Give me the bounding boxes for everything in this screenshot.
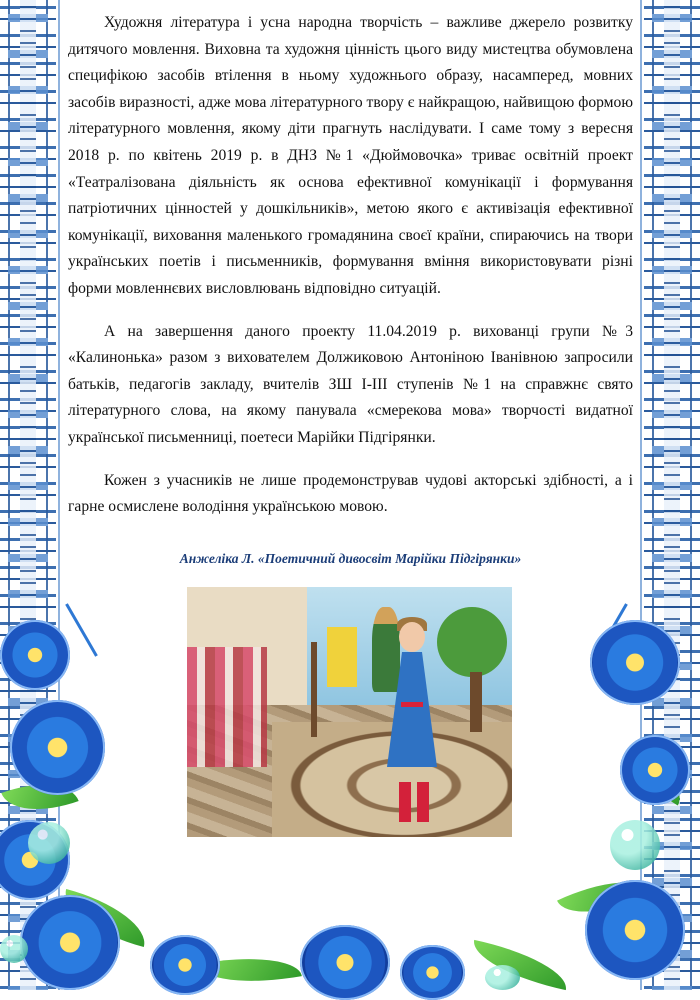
bubble-decoration xyxy=(610,820,660,870)
flower-decoration xyxy=(10,700,105,795)
photo-decor-trunk xyxy=(470,672,482,732)
bubble-decoration xyxy=(485,965,520,990)
event-photo xyxy=(187,587,512,837)
flower-decoration xyxy=(300,925,390,1000)
photo-seated-children xyxy=(187,647,267,767)
flower-decoration xyxy=(150,935,220,995)
flower-decoration xyxy=(20,895,120,990)
photo-girl-belt xyxy=(401,702,423,707)
flower-decoration xyxy=(400,945,465,1000)
photo-doll-figure xyxy=(372,607,400,692)
flower-decoration xyxy=(585,880,685,980)
photo-decor-tree xyxy=(437,607,507,677)
article-paragraph: Кожен з учасників не лише продемонстрував чудові акторські здібності, а і гарне осмислене володіння українською мовою. xyxy=(68,471,633,516)
flower-decoration xyxy=(590,620,680,705)
photo-caption: Анжеліка Л. «Поетичний дивосвіт Марійки Підгірянки» xyxy=(179,551,522,566)
bubble-decoration xyxy=(0,935,28,963)
article-body xyxy=(68,10,633,537)
article-paragraph: Художня література і усна народна творчість – важливе джерело розвитку дитячого мовлення. Виховна та художня цінність цього виду мистецтва обумовлена специфікою засобів втілення в ньому художнього образу, насамперед, мовних засобів виразності, адже мова літературного твору є найкращою, найвищою формою літературного мовлення, якому діти прагнуть наслідувати. І саме тому з вересня 2018 р. по квітень 2019 р. в ДНЗ №1 «Дюймовочка» триває освітній проект «Театралізована діяльність як основа ефективної комунікації і формування патріотичних цінностей у дошкільників», метою якого є активізація ефективної комунікації, виховання маленького громадянина своєї країни, спираючись на твори українських поетів і письменників, формування вміння використовувати різні форми мовленнєвих висловлювань відповідно ситуацій. xyxy=(68,14,633,297)
article-paragraph: А на завершення даного проекту 11.04.2019 р. вихованці групи №3 «Калинонька» разом з вихователем Должиковою Антоніною Іванівною запросили батьків, педагогів закладу, вчителів ЗШ І-ІІІ ступенів №1 на справжнє свято літературного слова, на якому панувала «смерекова мова» творчості видатної української письменниці, поетеси Марійки Підгірянки. xyxy=(68,322,633,446)
photo-stage-tree xyxy=(297,642,331,737)
flower-decoration xyxy=(620,735,690,805)
bubble-decoration xyxy=(28,822,70,864)
leaf-decoration xyxy=(468,940,572,990)
sprig-decoration xyxy=(65,603,98,656)
photo-girl-boots xyxy=(399,782,429,822)
photo-stage-house xyxy=(327,627,357,687)
photo-girl-head xyxy=(399,622,425,652)
flower-decoration xyxy=(0,620,70,690)
